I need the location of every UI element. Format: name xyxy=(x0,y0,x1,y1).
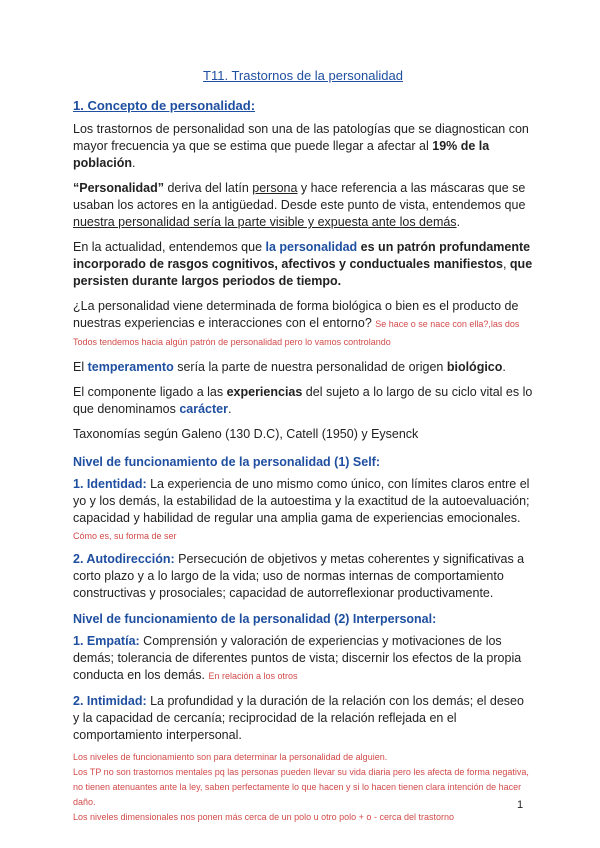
p6-text-b: del sujeto a lo largo de su ciclo vital es lo que denominamos xyxy=(73,385,533,416)
paragraph-caracter xyxy=(73,384,533,418)
highlight-la-personalidad: la personalidad xyxy=(265,240,358,254)
p5-text-a: El xyxy=(73,360,88,374)
item-empatia xyxy=(73,633,533,685)
p3-comma: , xyxy=(502,257,510,271)
autodireccion-text: Persecución de objetivos y metas coherentes y significativas a corto plazo y a lo largo de la vida; uso de normas internas de comportamiento constructivas y prosociales; capacidad de autorreflexionar productivamente. xyxy=(73,552,525,600)
p3-bold-persistence: que persisten durante largos periodos de tiempo. xyxy=(73,257,533,288)
item-identidad xyxy=(73,476,533,545)
item-autodireccion xyxy=(73,551,533,602)
intro-bold: 19% de la población xyxy=(73,139,490,170)
bold-experiencias: experiencias xyxy=(226,385,303,399)
note-line: Los TP no son trastornos mentales pq las personas pueden llevar su vida diaria pero les afecta de forma negativa, no tienen atenuantes ante la ley, saben perfectamente lo que hacen y si lo hacen tienen clara intención de hacer daño. xyxy=(73,767,529,807)
handwritten-note-identidad: Cómo es, su forma de ser xyxy=(73,531,177,541)
p6-end: . xyxy=(227,402,232,416)
question-text: ¿La personalidad viene determinada de forma biológica o bien es el producto de nuestras experiencias e interacciones con el entorno? xyxy=(73,299,519,330)
underlined-statement: nuestra personalidad sería la parte visible y expuesta ante los demás xyxy=(73,215,457,229)
handwritten-note-question: Se hace o se nace con ella?,las dos Todos tendemos hacia algún patrón de personalidad pero lo vamos controlando xyxy=(73,319,520,347)
item-intimidad xyxy=(73,693,533,744)
p5-end: . xyxy=(502,360,506,374)
section-heading-concepto: 1. Concepto de personalidad: xyxy=(73,98,256,113)
p5-text-b: sería la parte de nuestra personalidad de origen xyxy=(173,360,447,374)
note-line: Los niveles dimensionales nos ponen más cerca de un polo u otro polo + o - cerca del trastorno xyxy=(73,812,454,822)
word-persona: persona xyxy=(252,181,298,195)
label-intimidad: 2. Intimidad: xyxy=(73,694,147,708)
page-number: 1 xyxy=(517,799,524,811)
term-personalidad: “Personalidad” xyxy=(73,181,164,195)
highlight-temperamento: temperamento xyxy=(87,360,174,374)
p6-text-a: El componente ligado a las xyxy=(73,385,227,399)
page-content xyxy=(73,68,533,825)
paragraph-actualidad xyxy=(73,239,533,290)
label-empatia: 1. Empatía: xyxy=(73,634,140,648)
intro-text: Los trastornos de personalidad son una de las patologías que se diagnostican con mayor frecuencia ya que se estima que puede llegar a afectar al xyxy=(73,122,529,153)
handwritten-note-empatia: En relación a los otros xyxy=(208,671,298,681)
paragraph-personalidad xyxy=(73,180,533,231)
document-title: T11. Trastornos de la personalidad xyxy=(203,68,403,83)
bold-biologico: biológico xyxy=(446,360,503,374)
label-autodireccion: 2. Autodirección: xyxy=(73,552,175,566)
identidad-text: La experiencia de uno mismo como único, con límites claros entre el yo y los demás, la estabilidad de la autoestima y la exactitud de la autoevaluación; capacidad y habilidad de regular una amplia gama de experiencias emocionales. xyxy=(73,477,530,525)
paragraph-temperamento xyxy=(73,359,533,376)
p2-text-b: y hace referencia a las máscaras que se usaban los actores en la antigüedad. Desde este punto de vista, entendemos que xyxy=(73,181,526,212)
paragraph-taxonomias: Taxonomías según Galeno (130 D.C), Catell (1950) y Eysenck xyxy=(73,427,419,441)
paragraph-question xyxy=(73,298,533,351)
handwritten-notes-block xyxy=(73,750,533,825)
section-heading-interpersonal: Nivel de funcionamiento de la personalidad (2) Interpersonal: xyxy=(73,612,437,626)
empatia-text: Comprensión y valoración de experiencias y motivaciones de los demás; tolerancia de diferentes puntos de vista; discernir los efectos de la propia conducta en los demás. xyxy=(73,634,522,682)
p2-end: . xyxy=(456,215,461,229)
section-heading-self: Nivel de funcionamiento de la personalidad (1) Self: xyxy=(73,455,381,469)
label-identidad: 1. Identidad: xyxy=(73,477,147,491)
note-line: Los niveles de funcionamiento son para determinar la personalidad de alguien. xyxy=(73,752,388,762)
highlight-caracter: carácter xyxy=(179,402,228,416)
p2-text-a: deriva del latín xyxy=(164,181,253,195)
p3-bold-definition: es un patrón profundamente incorporado de rasgos cognitivos, afectivos y conductuales manifiestos xyxy=(73,240,531,271)
intro-end: . xyxy=(132,156,136,170)
intimidad-text: La profundidad y la duración de la relación con los demás; el deseo y la capacidad de cercanía; reciprocidad de la relación reflejada en el comportamiento interpersonal. xyxy=(73,694,524,742)
p3-text-a: En la actualidad, entendemos que xyxy=(73,240,266,254)
paragraph-intro xyxy=(73,121,533,172)
